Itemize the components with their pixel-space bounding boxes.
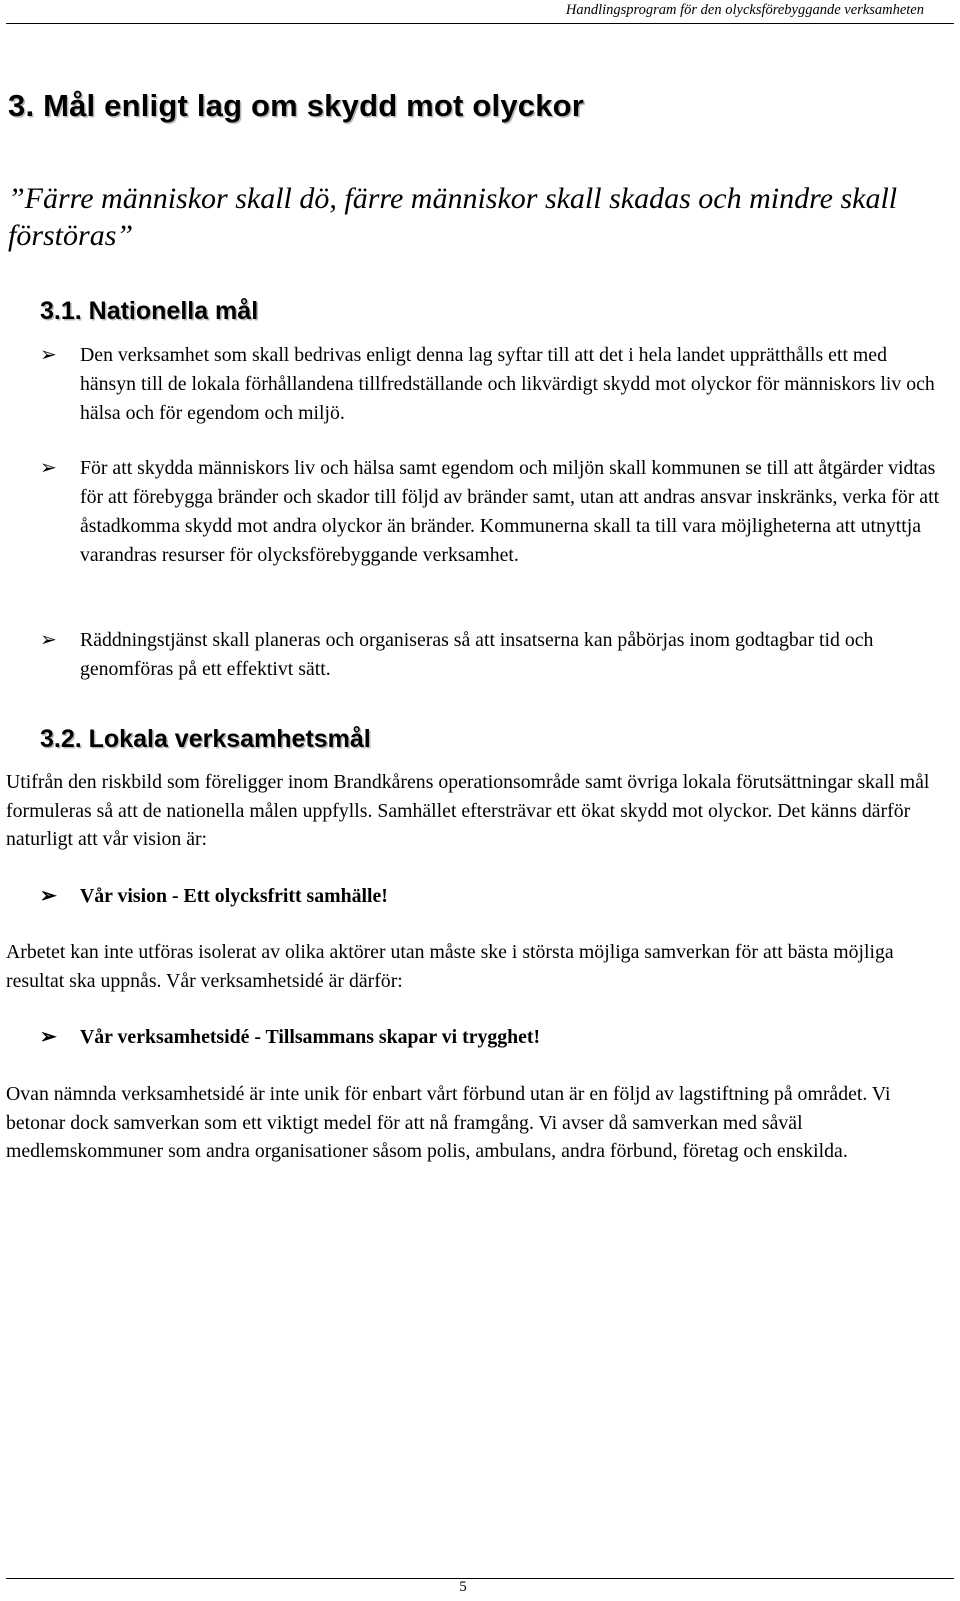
national-goal-item <box>40 626 940 684</box>
local-intro-paragraph: Utifrån den riskbild som föreligger inom Brandkårens operationsområde samt övriga lokala förutsättningar skall mål formuleras så att de nationella målen uppfylls. Samhället eftersträvar ett ökat skydd mot olyckor. Det känns därför naturligt att vår vision är: <box>6 771 930 850</box>
section-heading-local: 3.2. Lokala verksamhetsmål <box>40 725 371 753</box>
running-header: Handlingsprogram för den olycksförebyggande verksamheten <box>565 2 924 18</box>
chapter-title: 3. Mål enligt lag om skydd mot olyckor <box>8 88 585 123</box>
arrow-bullet-icon: ➢ <box>40 629 57 651</box>
page-number: 5 <box>459 1579 467 1595</box>
cooperation-paragraph: Arbetet kan inte utföras isolerat av olika aktörer utan måste ske i största möjliga samverkan för att bästa möjliga resultat ska uppnås. Vår verksamhetsidé är därför: <box>6 941 894 992</box>
vision-statement <box>40 882 940 911</box>
national-goal-text: Räddningstjänst skall planeras och organiseras så att insatserna kan påbörjas inom godtagbar tid och genomföras på ett effektivt sätt. <box>80 629 874 680</box>
closing-paragraph: Ovan nämnda verksamhetsidé är inte unik för enbart vårt förbund utan är en följd av lagstiftning på området. Vi betonar dock samverkan som ett viktigt medel för att nå framgång. Vi avser då samverkan med såväl medlemskommuner som andra organisationer såsom polis, ambulans, andra förbund, företag och enskilda. <box>6 1083 891 1162</box>
arrow-bullet-icon: ➢ <box>40 885 57 907</box>
business-idea-text: Vår verksamhetsidé - Tillsammans skapar vi trygghet! <box>80 1026 541 1048</box>
national-goal-text: För att skydda människors liv och hälsa samt egendom och miljön skall kommunen se till att åtgärder vidtas för att förebygga bränder och skador till följd av bränder samt, utan att andras ansvar inskränks, verka för att åstadkomma skydd mot andra olyckor än bränder. Kommunerna skall ta till vara möjligheterna att utnyttja varandras resurser för olycksförebyggande verksamhet. <box>80 457 940 566</box>
arrow-bullet-icon: ➢ <box>40 457 57 479</box>
header-divider <box>6 23 954 24</box>
vision-text: Vår vision - Ett olycksfritt samhälle! <box>80 885 388 907</box>
chapter-motto: ”Färre människor skall dö, färre människor skall skadas och mindre skall förstöras” <box>8 182 898 252</box>
section-heading-national: 3.1. Nationella mål <box>40 297 259 325</box>
business-idea-statement <box>40 1023 940 1052</box>
arrow-bullet-icon: ➢ <box>40 344 57 366</box>
national-goal-text: Den verksamhet som skall bedrivas enligt denna lag syftar till att det i hela landet upprätthålls ett med hänsyn till de lokala förhållandena tillfredställande och likvärdigt skydd mot olyckor för människors liv och hälsa och för egendom och miljö. <box>80 344 935 424</box>
national-goal-item <box>40 454 940 570</box>
arrow-bullet-icon: ➢ <box>40 1026 57 1048</box>
national-goal-item <box>40 341 940 428</box>
